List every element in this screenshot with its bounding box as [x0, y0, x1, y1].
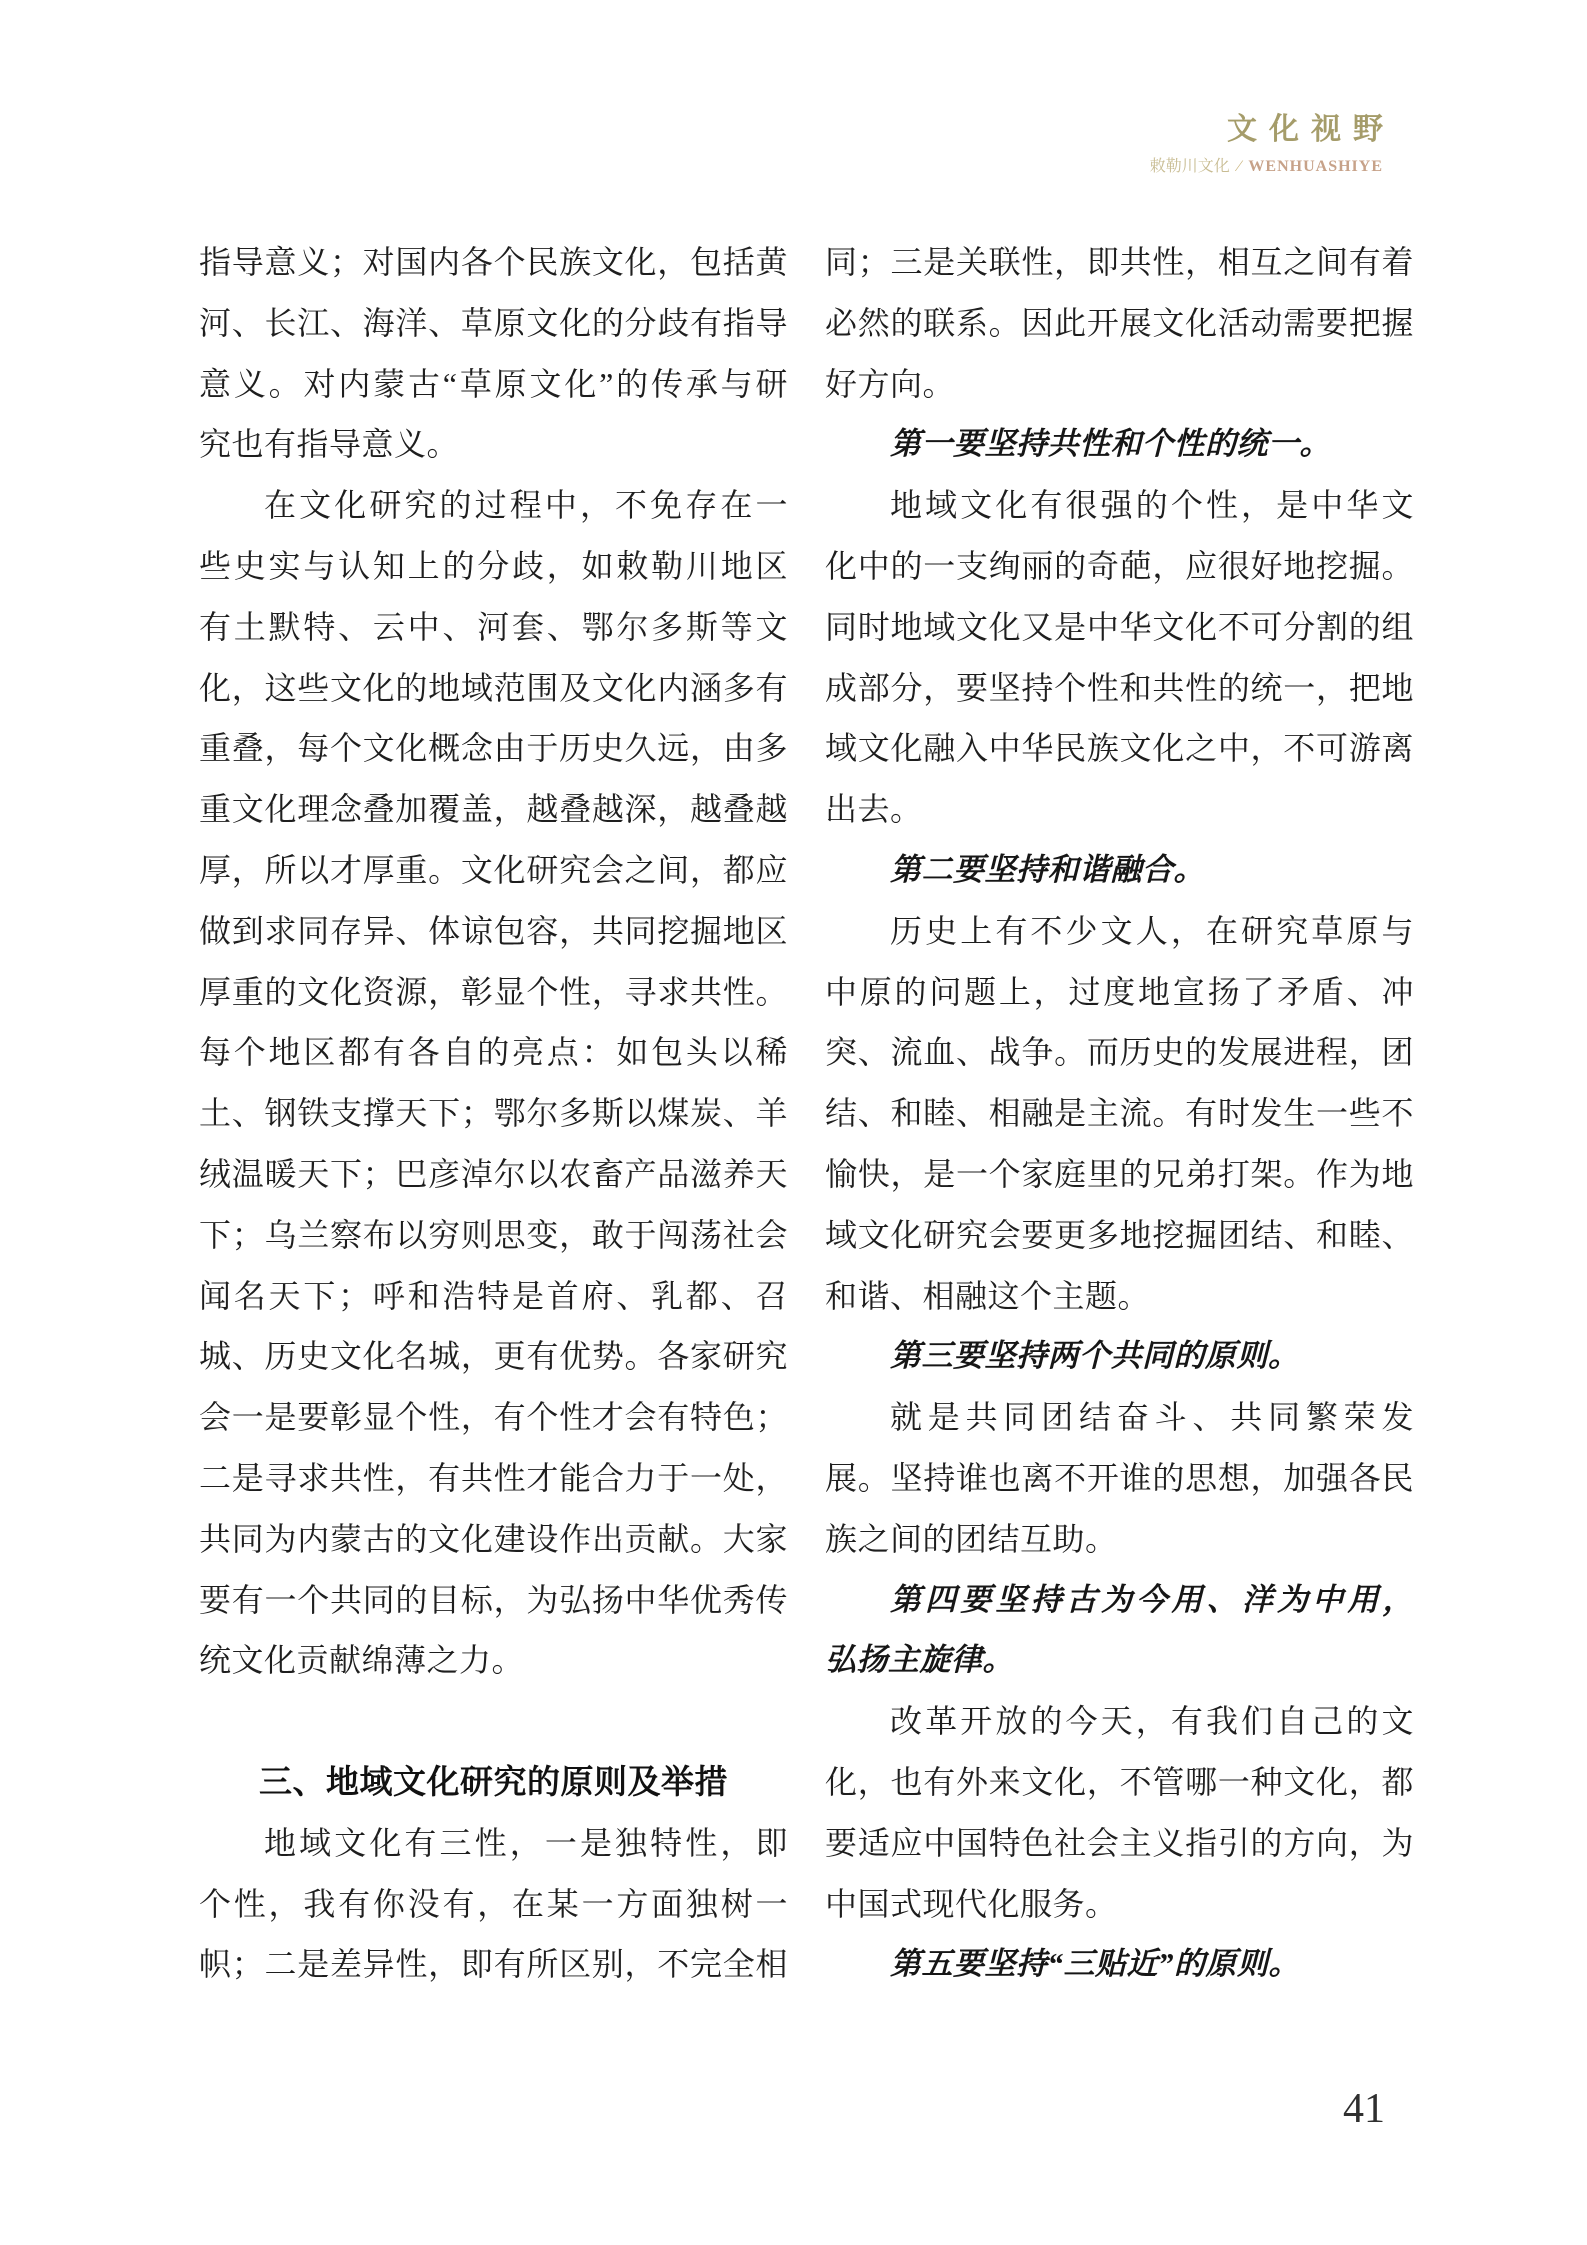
page-header — [1149, 112, 1395, 177]
sub-heading — [825, 414, 1414, 475]
paragraph — [825, 232, 1414, 414]
text-line: 域文化研究会要更多地挖掘团结、和睦、 — [825, 1216, 1414, 1253]
magazine-subtitle — [1150, 157, 1383, 177]
text-line: 地域文化有三性，一是独特性，即 — [264, 1824, 788, 1861]
subtitle-romanized: WENHUASHIYE — [1248, 158, 1383, 175]
article-body — [199, 232, 1414, 1995]
text-line: 要有一个共同的目标，为弘扬中华优秀传 — [199, 1581, 788, 1618]
spacer — [199, 1691, 788, 1752]
subtitle-slash-divider: ∕ — [1237, 158, 1241, 175]
text-line: 化，也有外来文化，不管哪一种文化，都 — [825, 1763, 1414, 1800]
paragraph — [825, 1387, 1414, 1569]
text-line: 第四要坚持古为今用、洋为中用， — [890, 1581, 1414, 1617]
sub-heading — [825, 1326, 1414, 1387]
text-line: 域文化融入中华民族文化之中，不可游离 — [825, 730, 1414, 767]
paragraph — [199, 1813, 788, 1995]
paragraph — [199, 232, 788, 475]
text-line: 同；三是关联性，即共性，相互之间有着 — [825, 244, 1414, 280]
paragraph — [825, 475, 1414, 840]
paragraph — [825, 901, 1414, 1327]
subtitle-chinese: 敕勒川文化 — [1149, 158, 1230, 175]
text-line: 必然的联系。因此开展文化活动需要把握 — [825, 304, 1414, 341]
text-line: 要适应中国特色社会主义指引的方向，为 — [825, 1824, 1414, 1861]
page-number: 41 — [1343, 2086, 1385, 2132]
text-line: 二是寻求共性，有共性才能合力于一处， — [199, 1459, 788, 1496]
left-column — [199, 232, 788, 1995]
text-line: 就是共同团结奋斗、共同繁荣发 — [890, 1399, 1414, 1436]
paragraph — [199, 475, 788, 1691]
section-heading — [199, 1752, 788, 1813]
text-line: 闻名天下；呼和浩特是首府、乳都、召 — [199, 1277, 788, 1314]
text-line: 厚，所以才厚重。文化研究会之间，都应 — [199, 851, 788, 888]
text-line: 个性，我有你没有，在某一方面独树一 — [199, 1885, 788, 1922]
text-line: 愉快，是一个家庭里的兄弟打架。作为地 — [825, 1155, 1414, 1192]
text-line: 同时地域文化又是中华文化不可分割的组 — [825, 608, 1414, 645]
text-line: 地域文化有很强的个性，是中华文 — [890, 487, 1414, 524]
sub-heading — [825, 1934, 1414, 1995]
text-line: 化中的一支绚丽的奇葩，应很好地挖掘。 — [825, 547, 1414, 584]
text-line: 河、长江、海洋、草原文化的分歧有指导 — [199, 304, 788, 341]
text-line: 些史实与认知上的分歧，如敕勒川地区 — [199, 547, 788, 584]
text-line: 突、流血、战争。而历史的发展进程，团 — [825, 1034, 1414, 1071]
text-line: 第一要坚持共性和个性的统一。 — [890, 426, 1331, 462]
magazine-section-title: 文化视野 — [1227, 113, 1395, 146]
text-line: 出去。 — [825, 791, 923, 828]
text-line: 和谐、相融这个主题。 — [825, 1277, 1151, 1314]
text-line: 展。坚持谁也离不开谁的思想，加强各民 — [825, 1459, 1414, 1496]
text-line: 重文化理念叠加覆盖，越叠越深，越叠越 — [199, 791, 788, 828]
text-line: 统文化贡献绵薄之力。 — [199, 1642, 525, 1679]
text-line: 厚重的文化资源，彰显个性，寻求共性。 — [199, 973, 788, 1010]
right-column — [825, 232, 1414, 1995]
text-line: 做到求同存异、体谅包容，共同挖掘地区 — [199, 912, 788, 949]
text-line: 中国式现代化服务。 — [825, 1885, 1118, 1922]
text-line: 结、和睦、相融是主流。有时发生一些不 — [825, 1095, 1414, 1132]
text-line: 意义。对内蒙古“草原文化”的传承与研 — [199, 365, 788, 402]
text-line: 化，这些文化的地域范围及文化内涵多有 — [199, 669, 788, 706]
sub-heading — [825, 1570, 1414, 1692]
text-line: 三、地域文化研究的原则及举措 — [259, 1762, 728, 1800]
text-line: 有土默特、云中、河套、鄂尔多斯等文 — [199, 608, 788, 645]
text-line: 族之间的团结互助。 — [825, 1520, 1118, 1557]
text-line: 重叠，每个文化概念由于历史久远，由多 — [199, 730, 788, 767]
text-line: 会一是要彰显个性，有个性才会有特色； — [199, 1399, 788, 1436]
text-line: 第二要坚持和谐融合。 — [890, 851, 1205, 887]
text-line: 下；乌兰察布以穷则思变，敢于闯荡社会 — [199, 1216, 788, 1253]
text-line: 改革开放的今天，有我们自己的文 — [890, 1703, 1414, 1740]
text-line: 每个地区都有各自的亮点：如包头以稀 — [199, 1034, 788, 1071]
text-line: 在文化研究的过程中，不免存在一 — [264, 487, 788, 524]
text-line: 共同为内蒙古的文化建设作出贡献。大家 — [199, 1520, 788, 1557]
text-line: 究也有指导意义。 — [199, 426, 460, 463]
text-line — [199, 1691, 788, 1752]
text-line: 帜；二是差异性，即有所区别，不完全相 — [199, 1946, 788, 1983]
text-line: 弘扬主旋律。 — [825, 1642, 1014, 1678]
paragraph — [825, 1691, 1414, 1934]
text-line: 好方向。 — [825, 365, 956, 402]
text-line: 绒温暖天下；巴彦淖尔以农畜产品滋养天 — [199, 1155, 788, 1192]
text-line: 第三要坚持两个共同的原则。 — [890, 1338, 1300, 1374]
text-line: 土、钢铁支撑天下；鄂尔多斯以煤炭、羊 — [199, 1095, 788, 1132]
text-line: 第五要坚持“三贴近”的原则。 — [890, 1946, 1300, 1982]
text-line: 指导意义；对国内各个民族文化，包括黄 — [199, 244, 788, 280]
text-line: 中原的问题上，过度地宣扬了矛盾、冲 — [825, 973, 1414, 1010]
sub-heading — [825, 840, 1414, 901]
text-line: 成部分，要坚持个性和共性的统一，把地 — [825, 669, 1414, 706]
text-line: 城、历史文化名城，更有优势。各家研究 — [199, 1338, 788, 1375]
text-line: 历史上有不少文人，在研究草原与 — [890, 912, 1414, 949]
